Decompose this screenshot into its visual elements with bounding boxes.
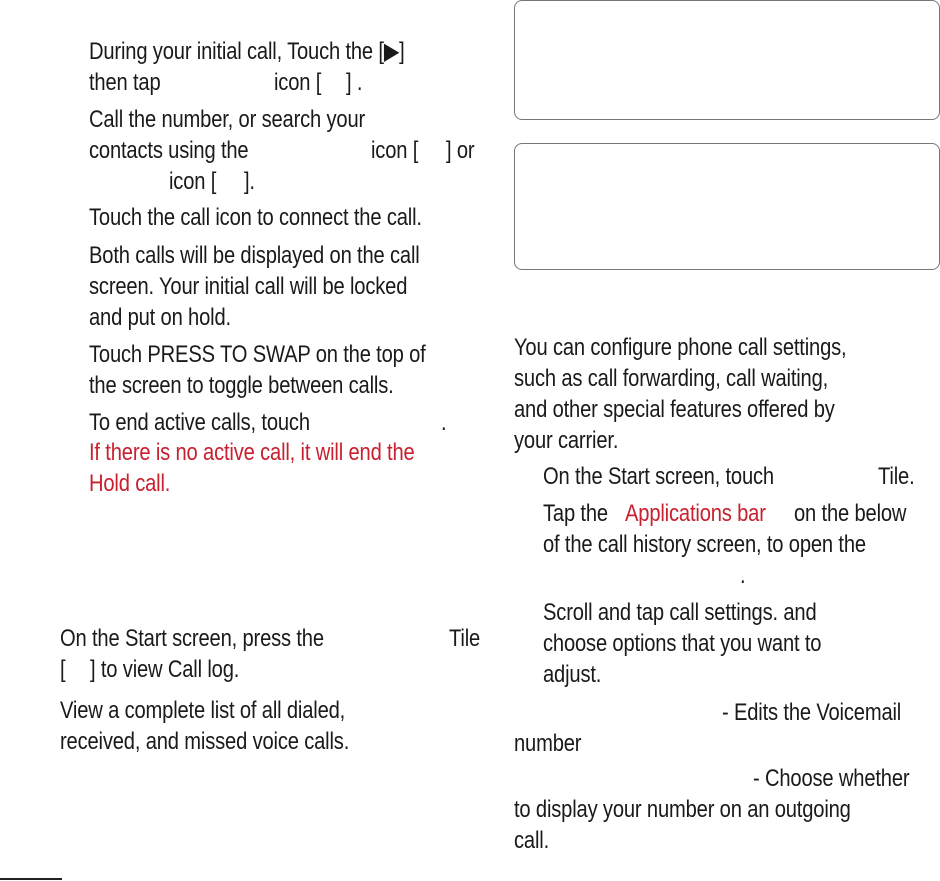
call-log-line1: On the Start screen, press the [60, 625, 324, 652]
step-both-calls-line3: and put on hold. [89, 304, 231, 331]
step-initial-call-line2: then tap [89, 69, 161, 96]
note-box-top [514, 0, 940, 120]
step-call-number-or: ] or [446, 137, 475, 164]
step-swap-line2: the screen to toggle between calls. [89, 372, 394, 399]
step-call-number-icon-text: icon [ [371, 137, 419, 164]
settings-step3-line2: choose options that you want to [543, 630, 822, 657]
step-swap-line1: Touch PRESS TO SWAP on the top of [89, 341, 426, 368]
settings-step3-line3: adjust. [543, 661, 602, 688]
call-log-tile: Tile [449, 625, 481, 652]
note-red-line1: If there is no active call, it will end the [89, 439, 415, 466]
call-log-desc-line2: received, and missed voice calls. [60, 728, 350, 755]
step-call-number-end: ]. [244, 168, 255, 195]
note-box-bottom [514, 143, 940, 270]
settings-intro-line1: You can configure phone call settings, [514, 334, 847, 361]
footer-rule [0, 878, 62, 880]
settings-intro-line2: such as call forwarding, call waiting, [514, 365, 829, 392]
call-log-line2: ] to view Call log. [90, 656, 240, 683]
settings-step2-line2: of the call history screen, to open the [543, 531, 866, 558]
settings-step3-line1: Scroll and tap call settings. and [543, 599, 817, 626]
step-initial-call-icon-end: ] . [346, 69, 363, 96]
call-log-desc-line1: View a complete list of all dialed, [60, 697, 346, 724]
settings-step1-tile: Tile. [878, 463, 915, 490]
option-callerid-line3: call. [514, 827, 550, 854]
step-initial-call-line1: During your initial call, Touch the [▶] [89, 38, 405, 65]
settings-step2-a: Tap the [543, 500, 608, 527]
step-call-number-line2: contacts using the [89, 137, 249, 164]
step-end-calls-period: . [441, 409, 447, 436]
step-end-calls: To end active calls, touch [89, 409, 310, 436]
option-voicemail-line2: number [514, 730, 582, 757]
step-call-number-line1: Call the number, or search your [89, 106, 366, 133]
step-initial-call-icon-text: icon [ [274, 69, 322, 96]
option-callerid-desc: - Choose whether [753, 765, 910, 792]
step-connect-call: Touch the call icon to connect the call. [89, 204, 422, 231]
settings-step2-line3: . [740, 562, 746, 589]
note-red-line2: Hold call. [89, 470, 171, 497]
settings-intro-line4: your carrier. [514, 427, 619, 454]
settings-step1: On the Start screen, touch [543, 463, 774, 490]
step-call-number-icon-text2: icon [ [169, 168, 217, 195]
option-callerid-line2: to display your number on an outgoing [514, 796, 851, 823]
call-log-bracket: [ [60, 656, 66, 683]
step-both-calls-line2: screen. Your initial call will be locked [89, 273, 408, 300]
option-voicemail-desc: - Edits the Voicemail [722, 699, 902, 726]
applications-bar-link[interactable]: Applications bar [625, 500, 766, 527]
settings-intro-line3: and other special features offered by [514, 396, 835, 423]
step-both-calls-line1: Both calls will be displayed on the call [89, 242, 420, 269]
settings-step2-b: on the below [794, 500, 907, 527]
